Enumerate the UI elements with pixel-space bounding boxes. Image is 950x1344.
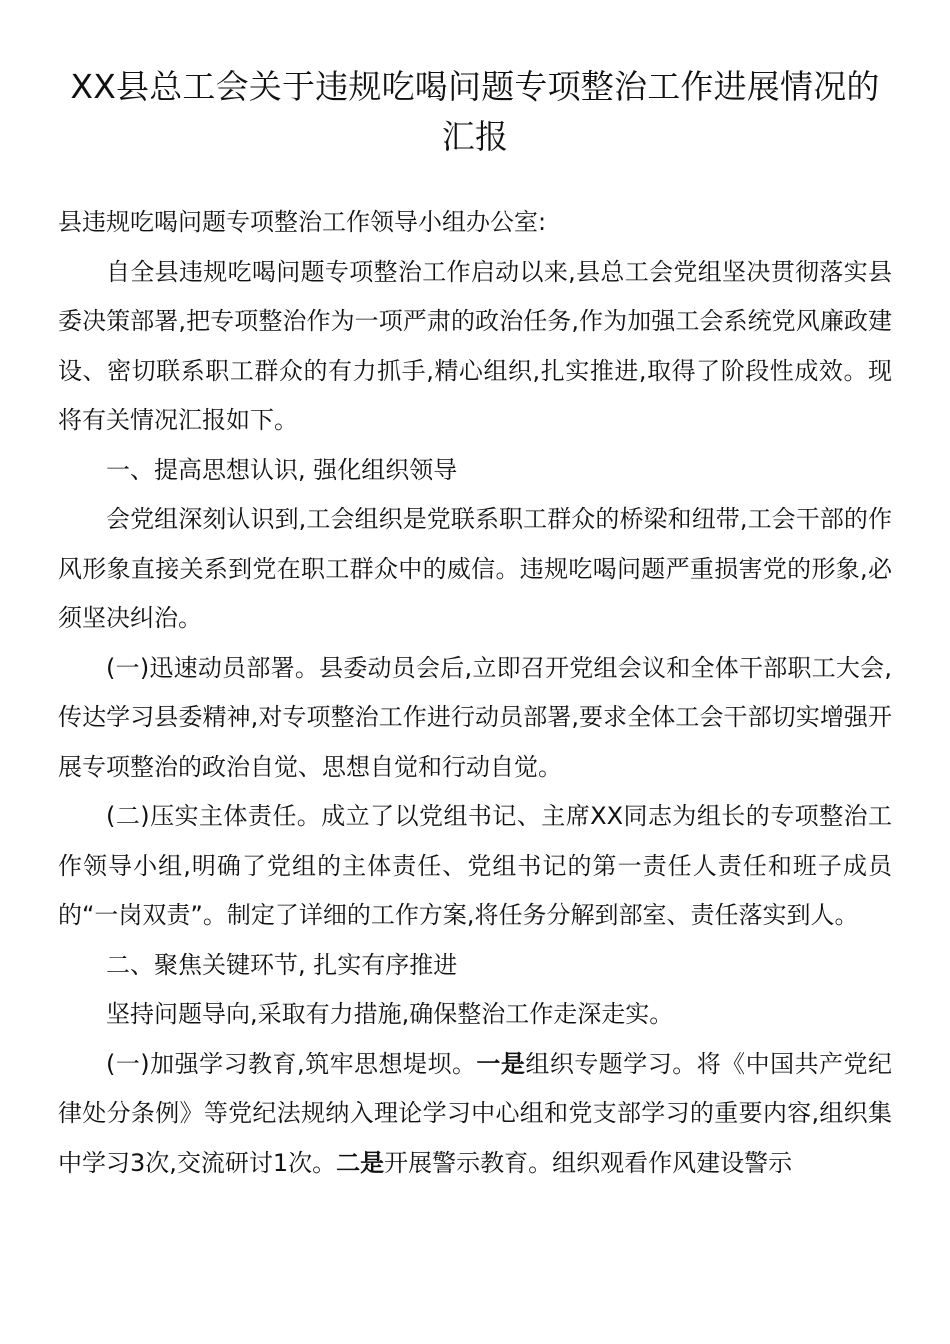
document-page	[58, 62, 892, 1188]
item-1-bold-first: 一是	[476, 1049, 526, 1078]
item-1-text-b: 组织专题学习。将《中国共产党纪律处分条例》等党纪法规纳入理论学习中心组和党支部学习的重要内容,组织集中学习3次,交流研讨1次。	[58, 1049, 893, 1177]
section-2-heading: 二、聚焦关键环节, 扎实有序推进	[106, 950, 458, 979]
item-1-bold-second: 二是	[336, 1148, 385, 1177]
salutation: 县违规吃喝问题专项整治工作领导小组办公室:	[58, 208, 547, 236]
document-body	[58, 198, 892, 1188]
section-1-item-2: (二)压实主体责任。成立了以党组书记、主席XX同志为组长的专项整治工作领导小组,明确了党组的主体责任、党组书记的第一责任人责任和班子成员的“一岗双责”。制定了详细的工作方案,将任务分解到部室、责任落实到人。	[58, 802, 892, 929]
section-1-item-1: (一)迅速动员部署。县委动员会后,立即召开党组会议和全体干部职工大会,传达学习县委精神,对专项整治工作进行动员部署,要求全体工会干部切实增强开展专项整治的政治自觉、思想自觉和行动自觉。	[58, 653, 892, 781]
section-2-item-1	[58, 1040, 892, 1189]
section-1-heading: 一、提高思想认识, 强化组织领导	[106, 455, 458, 484]
item-1-text-a: (一)加强学习教育,筑牢思想堤坝。	[106, 1049, 477, 1078]
section-2-lead: 坚持问题导向,采取有力措施,确保整治工作走深走实。	[106, 1000, 674, 1028]
section-1-lead: 会党组深刻认识到,工会组织是党联系职工群众的桥梁和纽带,工会干部的作风形象直接关系到党在职工群众中的威信。违规吃喝问题严重损害党的形象,必须坚决纠治。	[58, 505, 892, 632]
document-title: XX县总工会关于违规吃喝问题专项整治工作进展情况的汇报	[70, 67, 880, 156]
intro-paragraph: 自全县违规吃喝问题专项整治工作启动以来,县总工会党组坚决贯彻落实县委决策部署,把专项整治作为一项严肃的政治任务,作为加强工会系统党风廉政建设、密切联系职工群众的有力抓手,精心组织,扎实推进,取得了阶段性成效。现将有关情况汇报如下。	[58, 257, 892, 434]
item-1-text-c: 开展警示教育。组织观看作风建设警示	[384, 1148, 793, 1177]
